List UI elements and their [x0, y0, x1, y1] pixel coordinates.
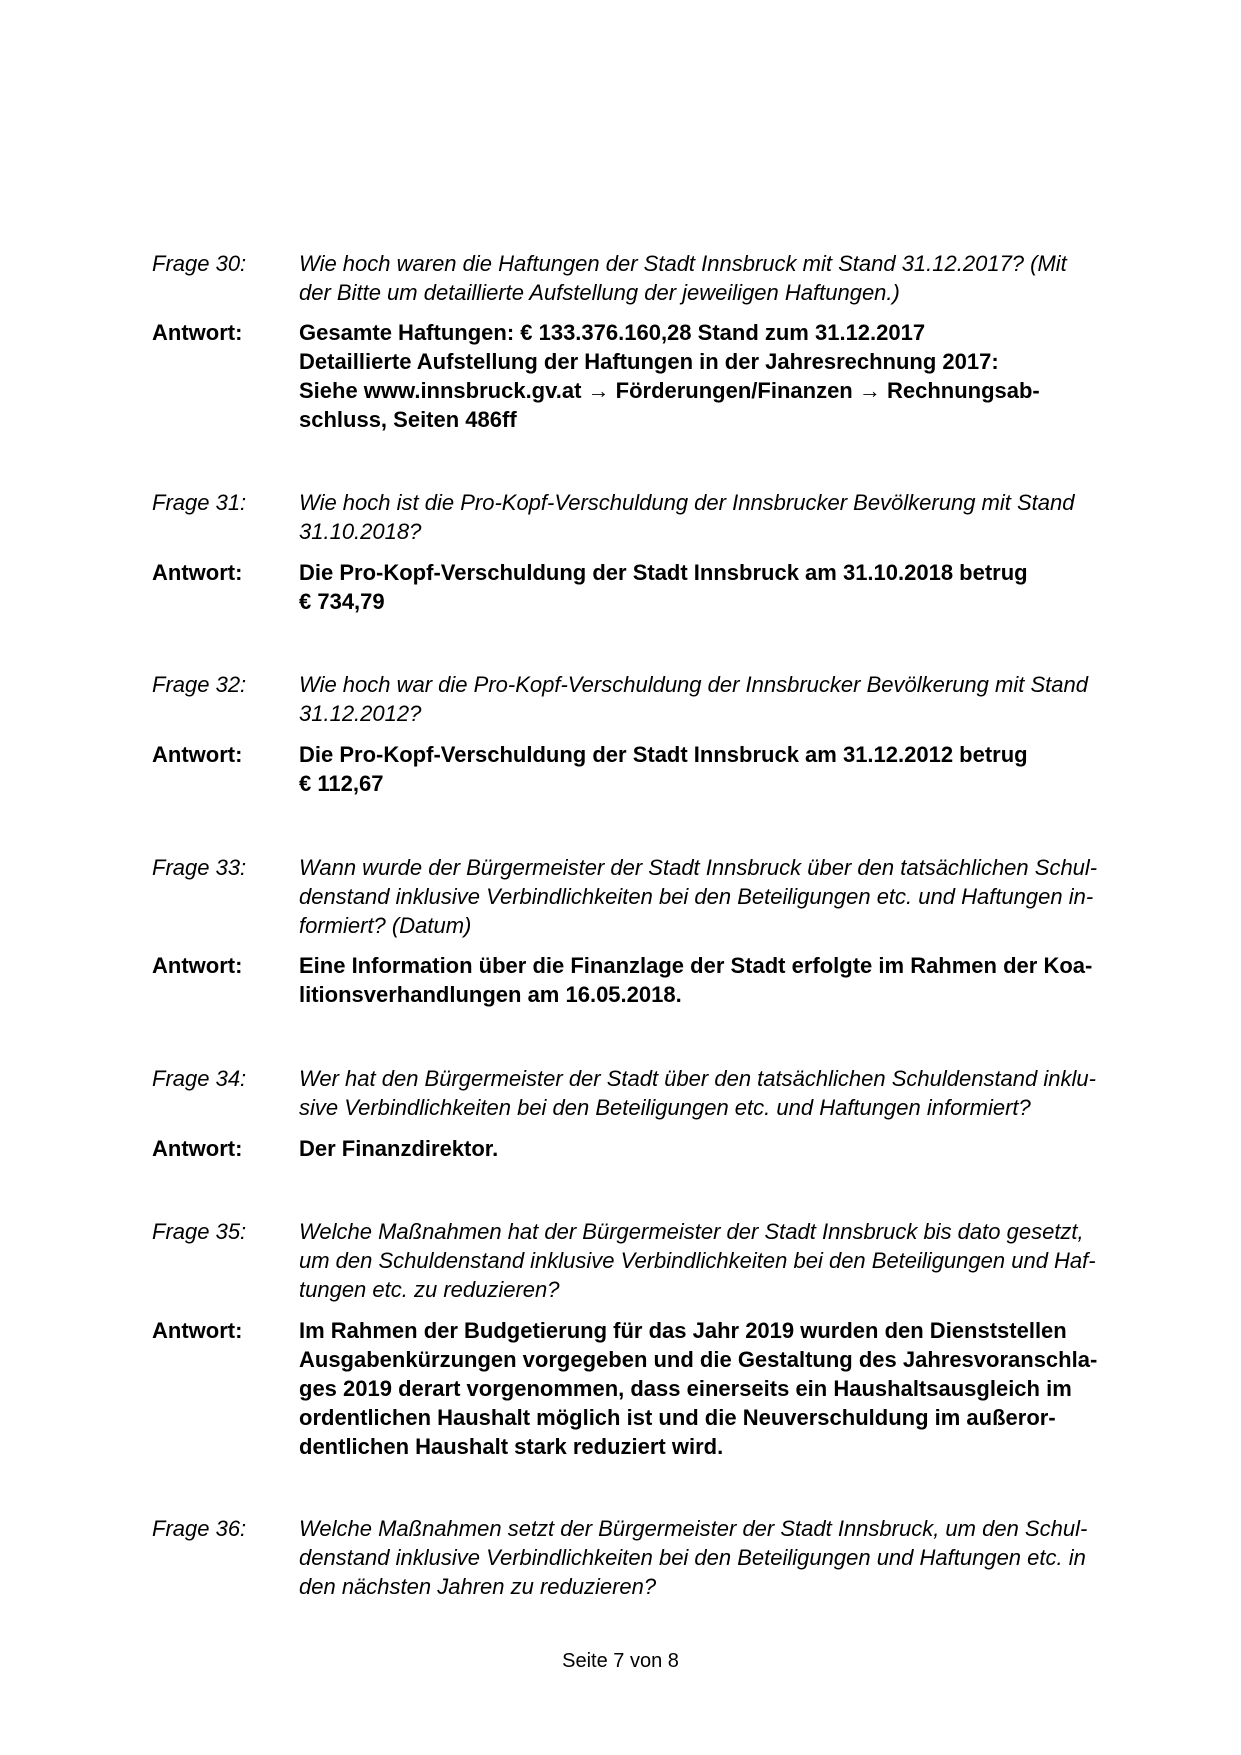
answer-label: Antwort: — [152, 1136, 243, 1161]
question-label: Frage 33: — [152, 855, 247, 880]
answer-text: Die Pro-Kopf-Verschuldung der Stadt Innsbruck am 31.10.2018 betrug € 734,79 — [299, 560, 1028, 614]
question-text: Welche Maßnahmen setzt der Bürgermeister der Stadt Innsbruck, um den Schul- denstand inklusive Verbindlichkeiten bei den Beteiligungen und Haftungen etc. in den nächsten Jahren zu reduzieren? — [299, 1516, 1088, 1599]
page-number: Seite 7 von 8 — [562, 1650, 679, 1672]
question-text: Wann wurde der Bürgermeister der Stadt Innsbruck über den tatsächlichen Schul- denstand inklusive Verbindlichkeiten bei den Beteiligungen etc. und Haftungen in- formiert? (Datum) — [299, 855, 1098, 938]
question-text: Wie hoch war die Pro-Kopf-Verschuldung der Innsbrucker Bevölkerung mit Stand 31.12.2012? — [299, 672, 1088, 726]
answer-31 — [152, 558, 1132, 616]
answer-35 — [152, 1316, 1132, 1461]
answer-33 — [152, 951, 1132, 1009]
question-label: Frage 30: — [152, 251, 247, 276]
answer-text: Die Pro-Kopf-Verschuldung der Stadt Innsbruck am 31.12.2012 betrug € 112,67 — [299, 742, 1028, 796]
question-30 — [152, 249, 1132, 307]
answer-34 — [152, 1134, 1132, 1163]
question-label: Frage 34: — [152, 1066, 247, 1091]
answer-30 — [152, 318, 1132, 434]
answer-label: Antwort: — [152, 560, 243, 585]
question-label: Frage 36: — [152, 1516, 247, 1541]
answer-label: Antwort: — [152, 953, 243, 978]
answer-label: Antwort: — [152, 742, 243, 767]
question-34 — [152, 1064, 1132, 1122]
answer-text: Eine Information über die Finanzlage der Stadt erfolgte im Rahmen der Koa- litionsverhandlungen am 16.05.2018. — [299, 953, 1093, 1007]
question-33 — [152, 853, 1132, 940]
question-text: Wie hoch ist die Pro-Kopf-Verschuldung der Innsbrucker Bevölkerung mit Stand 31.10.2018? — [299, 490, 1075, 544]
question-31 — [152, 488, 1132, 546]
answer-label: Antwort: — [152, 1318, 243, 1343]
answer-text: Der Finanzdirektor. — [299, 1136, 499, 1161]
question-text: Wie hoch waren die Haftungen der Stadt Innsbruck mit Stand 31.12.2017? (Mit der Bitte um detaillierte Aufstellung der jeweiligen Haftungen.) — [299, 251, 1067, 305]
answer-label: Antwort: — [152, 320, 243, 345]
question-35 — [152, 1217, 1132, 1304]
question-32 — [152, 670, 1132, 728]
answer-text: Gesamte Haftungen: € 133.376.160,28 Stand zum 31.12.2017 Detaillierte Aufstellung der Haftungen in der Jahresrechnung 2017: Siehe www.innsbruck.gv.at → Förderungen/Finanzen → Rechnungsab- schluss, Seiten 486ff — [299, 320, 1040, 432]
question-36 — [152, 1514, 1132, 1601]
question-text: Wer hat den Bürgermeister der Stadt über den tatsächlichen Schuldenstand inklu- sive Verbindlichkeiten bei den Beteiligungen etc. und Haftungen informiert? — [299, 1066, 1096, 1120]
answer-32 — [152, 740, 1132, 798]
question-label: Frage 31: — [152, 490, 247, 515]
question-label: Frage 35: — [152, 1219, 247, 1244]
question-label: Frage 32: — [152, 672, 247, 697]
question-text: Welche Maßnahmen hat der Bürgermeister der Stadt Innsbruck bis dato gesetzt, um den Schuldenstand inklusive Verbindlichkeiten bei den Beteiligungen und Haf- tungen etc. zu reduzieren? — [299, 1219, 1096, 1302]
answer-text: Im Rahmen der Budgetierung für das Jahr 2019 wurden den Dienststellen Ausgabenkürzungen vorgegeben und die Gestaltung des Jahresvoranschla- ges 2019 derart vorgenommen, dass einerseits ein Haushaltsausgleich im ordentlichen Haushalt möglich ist und die Neuverschuldung im außeror- dentlichen Haushalt stark reduziert wird. — [299, 1318, 1098, 1459]
